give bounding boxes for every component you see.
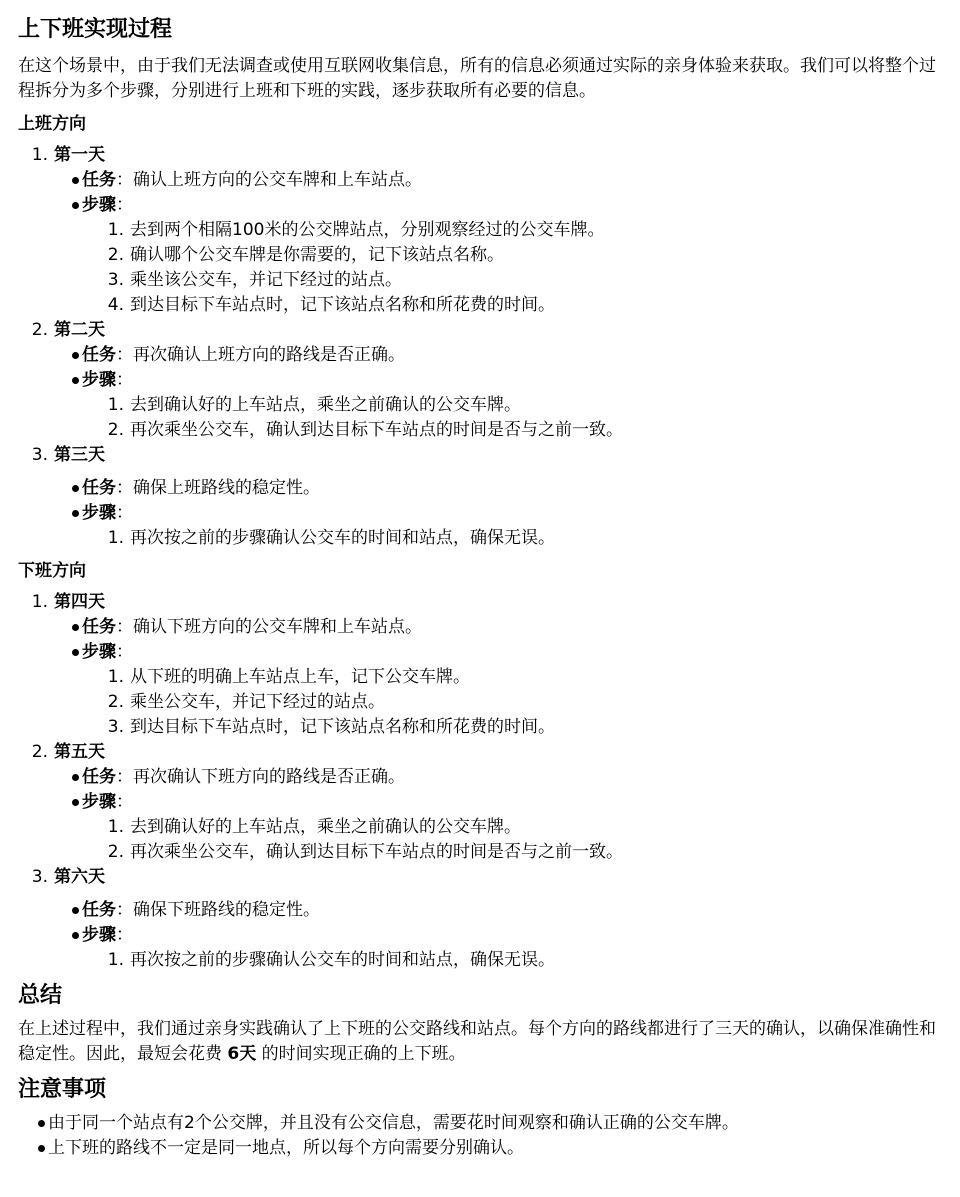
bullet-icon [70, 168, 82, 193]
step-item [106, 526, 942, 551]
step-text: 再次乘坐公交车，确认到达目标下车站点的时间是否与之前一致。 [130, 420, 623, 440]
note-text: 上下班的路线不一定是同一地点，所以每个方向需要分别确认。 [48, 1138, 524, 1158]
sections [18, 112, 942, 973]
task-value: 确认下班方向的公交车牌和上车站点。 [133, 617, 422, 637]
day-header [18, 740, 942, 765]
bullet-icon [70, 193, 82, 218]
summary-text-after: 的时间实现正确的上下班。 [256, 1044, 466, 1064]
steps-row [70, 193, 942, 218]
page-title: 上下班实现过程 [18, 17, 173, 42]
steps-row [70, 790, 942, 815]
day-details [70, 615, 942, 665]
note-item [36, 1111, 942, 1136]
bullet-icon [70, 640, 82, 665]
note-item [36, 1136, 942, 1161]
task-label: 任务 [82, 900, 116, 920]
day-item [18, 590, 942, 740]
task-label: 任务 [82, 617, 116, 637]
step-item [106, 690, 942, 715]
task-label: 任务 [82, 767, 116, 787]
step-list [106, 393, 942, 443]
day-header [18, 318, 942, 343]
day-title: 第三天 [54, 445, 105, 465]
step-number: 1. [107, 220, 124, 240]
step-list [106, 218, 942, 318]
step-list [106, 665, 942, 740]
step-item [106, 268, 942, 293]
steps-label: 步骤 [82, 792, 116, 812]
step-text: 再次按之前的步骤确认公交车的时间和站点，确保无误。 [130, 950, 555, 970]
day-item [18, 143, 942, 318]
step-text: 确认哪个公交车牌是你需要的，记下该站点名称。 [130, 245, 504, 265]
step-text: 去到确认好的上车站点，乘坐之前确认的公交车牌。 [130, 395, 521, 415]
day-header [18, 443, 942, 468]
bullet-icon [70, 476, 82, 501]
step-text: 乘坐该公交车，并记下经过的站点。 [130, 270, 402, 290]
step-number: 3. [107, 717, 124, 737]
bullet-icon [70, 923, 82, 948]
section-heading: 上班方向 [18, 114, 86, 134]
bullet-icon [36, 1111, 48, 1136]
step-text: 再次乘坐公交车，确认到达目标下车站点的时间是否与之前一致。 [130, 842, 623, 862]
step-number: 1. [107, 950, 124, 970]
step-text: 到达目标下车站点时，记下该站点名称和所花费的时间。 [130, 717, 555, 737]
day-number: 1. [31, 145, 48, 165]
task-row [70, 168, 942, 193]
step-item [106, 393, 942, 418]
task-row [70, 615, 942, 640]
step-number: 1. [107, 667, 124, 687]
task-value: 再次确认上班方向的路线是否正确。 [133, 345, 405, 365]
step-item [106, 840, 942, 865]
day-title: 第六天 [54, 867, 105, 887]
steps-row [70, 501, 942, 526]
steps-text: 步骤： [82, 642, 133, 662]
step-text: 去到两个相隔100米的公交牌站点，分别观察经过的公交车牌。 [130, 220, 605, 240]
step-list [106, 815, 942, 865]
bullet-icon [70, 615, 82, 640]
task-text: 任务：确认上班方向的公交车牌和上车站点。 [82, 170, 422, 190]
task-value: 确保下班路线的稳定性。 [133, 900, 320, 920]
step-item [106, 948, 942, 973]
step-text: 从下班的明确上车站点上车，记下公交车牌。 [130, 667, 470, 687]
day-number: 3. [31, 867, 48, 887]
day-list [18, 143, 942, 551]
steps-label: 步骤 [82, 503, 116, 523]
steps-label: 步骤 [82, 195, 116, 215]
steps-text: 步骤： [82, 195, 133, 215]
day-number: 1. [31, 592, 48, 612]
task-value: 再次确认下班方向的路线是否正确。 [133, 767, 405, 787]
task-text: 任务：再次确认下班方向的路线是否正确。 [82, 767, 405, 787]
task-row [70, 765, 942, 790]
intro-paragraph: 在这个场景中，由于我们无法调查或使用互联网收集信息，所有的信息必须通过实际的亲身体验来获取。我们可以将整个过程拆分为多个步骤，分别进行上班和下班的实践，逐步获取所有必要的信息。 [18, 56, 936, 101]
step-number: 2. [107, 692, 124, 712]
step-item [106, 715, 942, 740]
step-number: 1. [107, 395, 124, 415]
bullet-icon [70, 765, 82, 790]
notes-heading: 注意事项 [18, 1077, 107, 1102]
steps-row [70, 640, 942, 665]
bullet-icon [70, 368, 82, 393]
day-list [18, 590, 942, 973]
task-value: 确认上班方向的公交车牌和上车站点。 [133, 170, 422, 190]
task-text: 任务：确保上班路线的稳定性。 [82, 478, 320, 498]
steps-text: 步骤： [82, 370, 133, 390]
day-title: 第二天 [54, 320, 105, 340]
day-header [18, 590, 942, 615]
section-heading: 下班方向 [18, 561, 86, 581]
day-details [70, 898, 942, 948]
day-title: 第四天 [54, 592, 105, 612]
bullet-icon [36, 1136, 48, 1161]
spacer [18, 468, 942, 476]
task-row [70, 476, 942, 501]
task-text: 任务：确认下班方向的公交车牌和上车站点。 [82, 617, 422, 637]
step-number: 3. [107, 270, 124, 290]
day-details [70, 476, 942, 526]
step-item [106, 815, 942, 840]
steps-label: 步骤 [82, 370, 116, 390]
step-text: 去到确认好的上车站点，乘坐之前确认的公交车牌。 [130, 817, 521, 837]
steps-label: 步骤 [82, 925, 116, 945]
spacer [18, 890, 942, 898]
day-number: 2. [31, 320, 48, 340]
step-number: 1. [107, 817, 124, 837]
notes-list [36, 1111, 942, 1161]
steps-row [70, 368, 942, 393]
day-details [70, 343, 942, 393]
bullet-icon [70, 343, 82, 368]
day-item [18, 740, 942, 865]
task-row [70, 343, 942, 368]
step-text: 再次按之前的步骤确认公交车的时间和站点，确保无误。 [130, 528, 555, 548]
summary-paragraph [18, 1017, 942, 1067]
task-text: 任务：确保下班路线的稳定性。 [82, 900, 320, 920]
step-item [106, 293, 942, 318]
task-label: 任务 [82, 345, 116, 365]
day-item [18, 318, 942, 443]
step-number: 2. [107, 245, 124, 265]
step-list [106, 526, 942, 551]
steps-label: 步骤 [82, 642, 116, 662]
step-item [106, 418, 942, 443]
bullet-icon [70, 501, 82, 526]
day-number: 3. [31, 445, 48, 465]
step-text: 到达目标下车站点时，记下该站点名称和所花费的时间。 [130, 295, 555, 315]
task-row [70, 898, 942, 923]
step-list [106, 948, 942, 973]
step-number: 2. [107, 842, 124, 862]
step-item [106, 665, 942, 690]
day-title: 第一天 [54, 145, 105, 165]
summary-text-before: 在上述过程中，我们通过亲身实践确认了上下班的公交路线和站点。每个方向的路线都进行了三天的确认，以确保准确性和稳定性。因此，最短会花费 [18, 1019, 936, 1064]
day-title: 第五天 [54, 742, 105, 762]
note-text: 由于同一个站点有2个公交牌，并且没有公交信息，需要花时间观察和确认正确的公交车牌。 [48, 1113, 739, 1133]
task-label: 任务 [82, 478, 116, 498]
step-item [106, 243, 942, 268]
day-details [70, 765, 942, 815]
day-header [18, 865, 942, 890]
step-number: 2. [107, 420, 124, 440]
step-number: 1. [107, 528, 124, 548]
steps-row [70, 923, 942, 948]
step-text: 乘坐公交车，并记下经过的站点。 [130, 692, 385, 712]
day-item [18, 443, 942, 551]
summary-heading: 总结 [18, 983, 63, 1008]
task-label: 任务 [82, 170, 116, 190]
steps-text: 步骤： [82, 792, 133, 812]
step-number: 4. [107, 295, 124, 315]
step-item [106, 218, 942, 243]
task-text: 任务：再次确认上班方向的路线是否正确。 [82, 345, 405, 365]
day-item [18, 865, 942, 973]
day-details [70, 168, 942, 218]
day-number: 2. [31, 742, 48, 762]
steps-text: 步骤： [82, 925, 133, 945]
bullet-icon [70, 898, 82, 923]
summary-bold: 6天 [227, 1044, 257, 1064]
day-header [18, 143, 942, 168]
bullet-icon [70, 790, 82, 815]
steps-text: 步骤： [82, 503, 133, 523]
task-value: 确保上班路线的稳定性。 [133, 478, 320, 498]
